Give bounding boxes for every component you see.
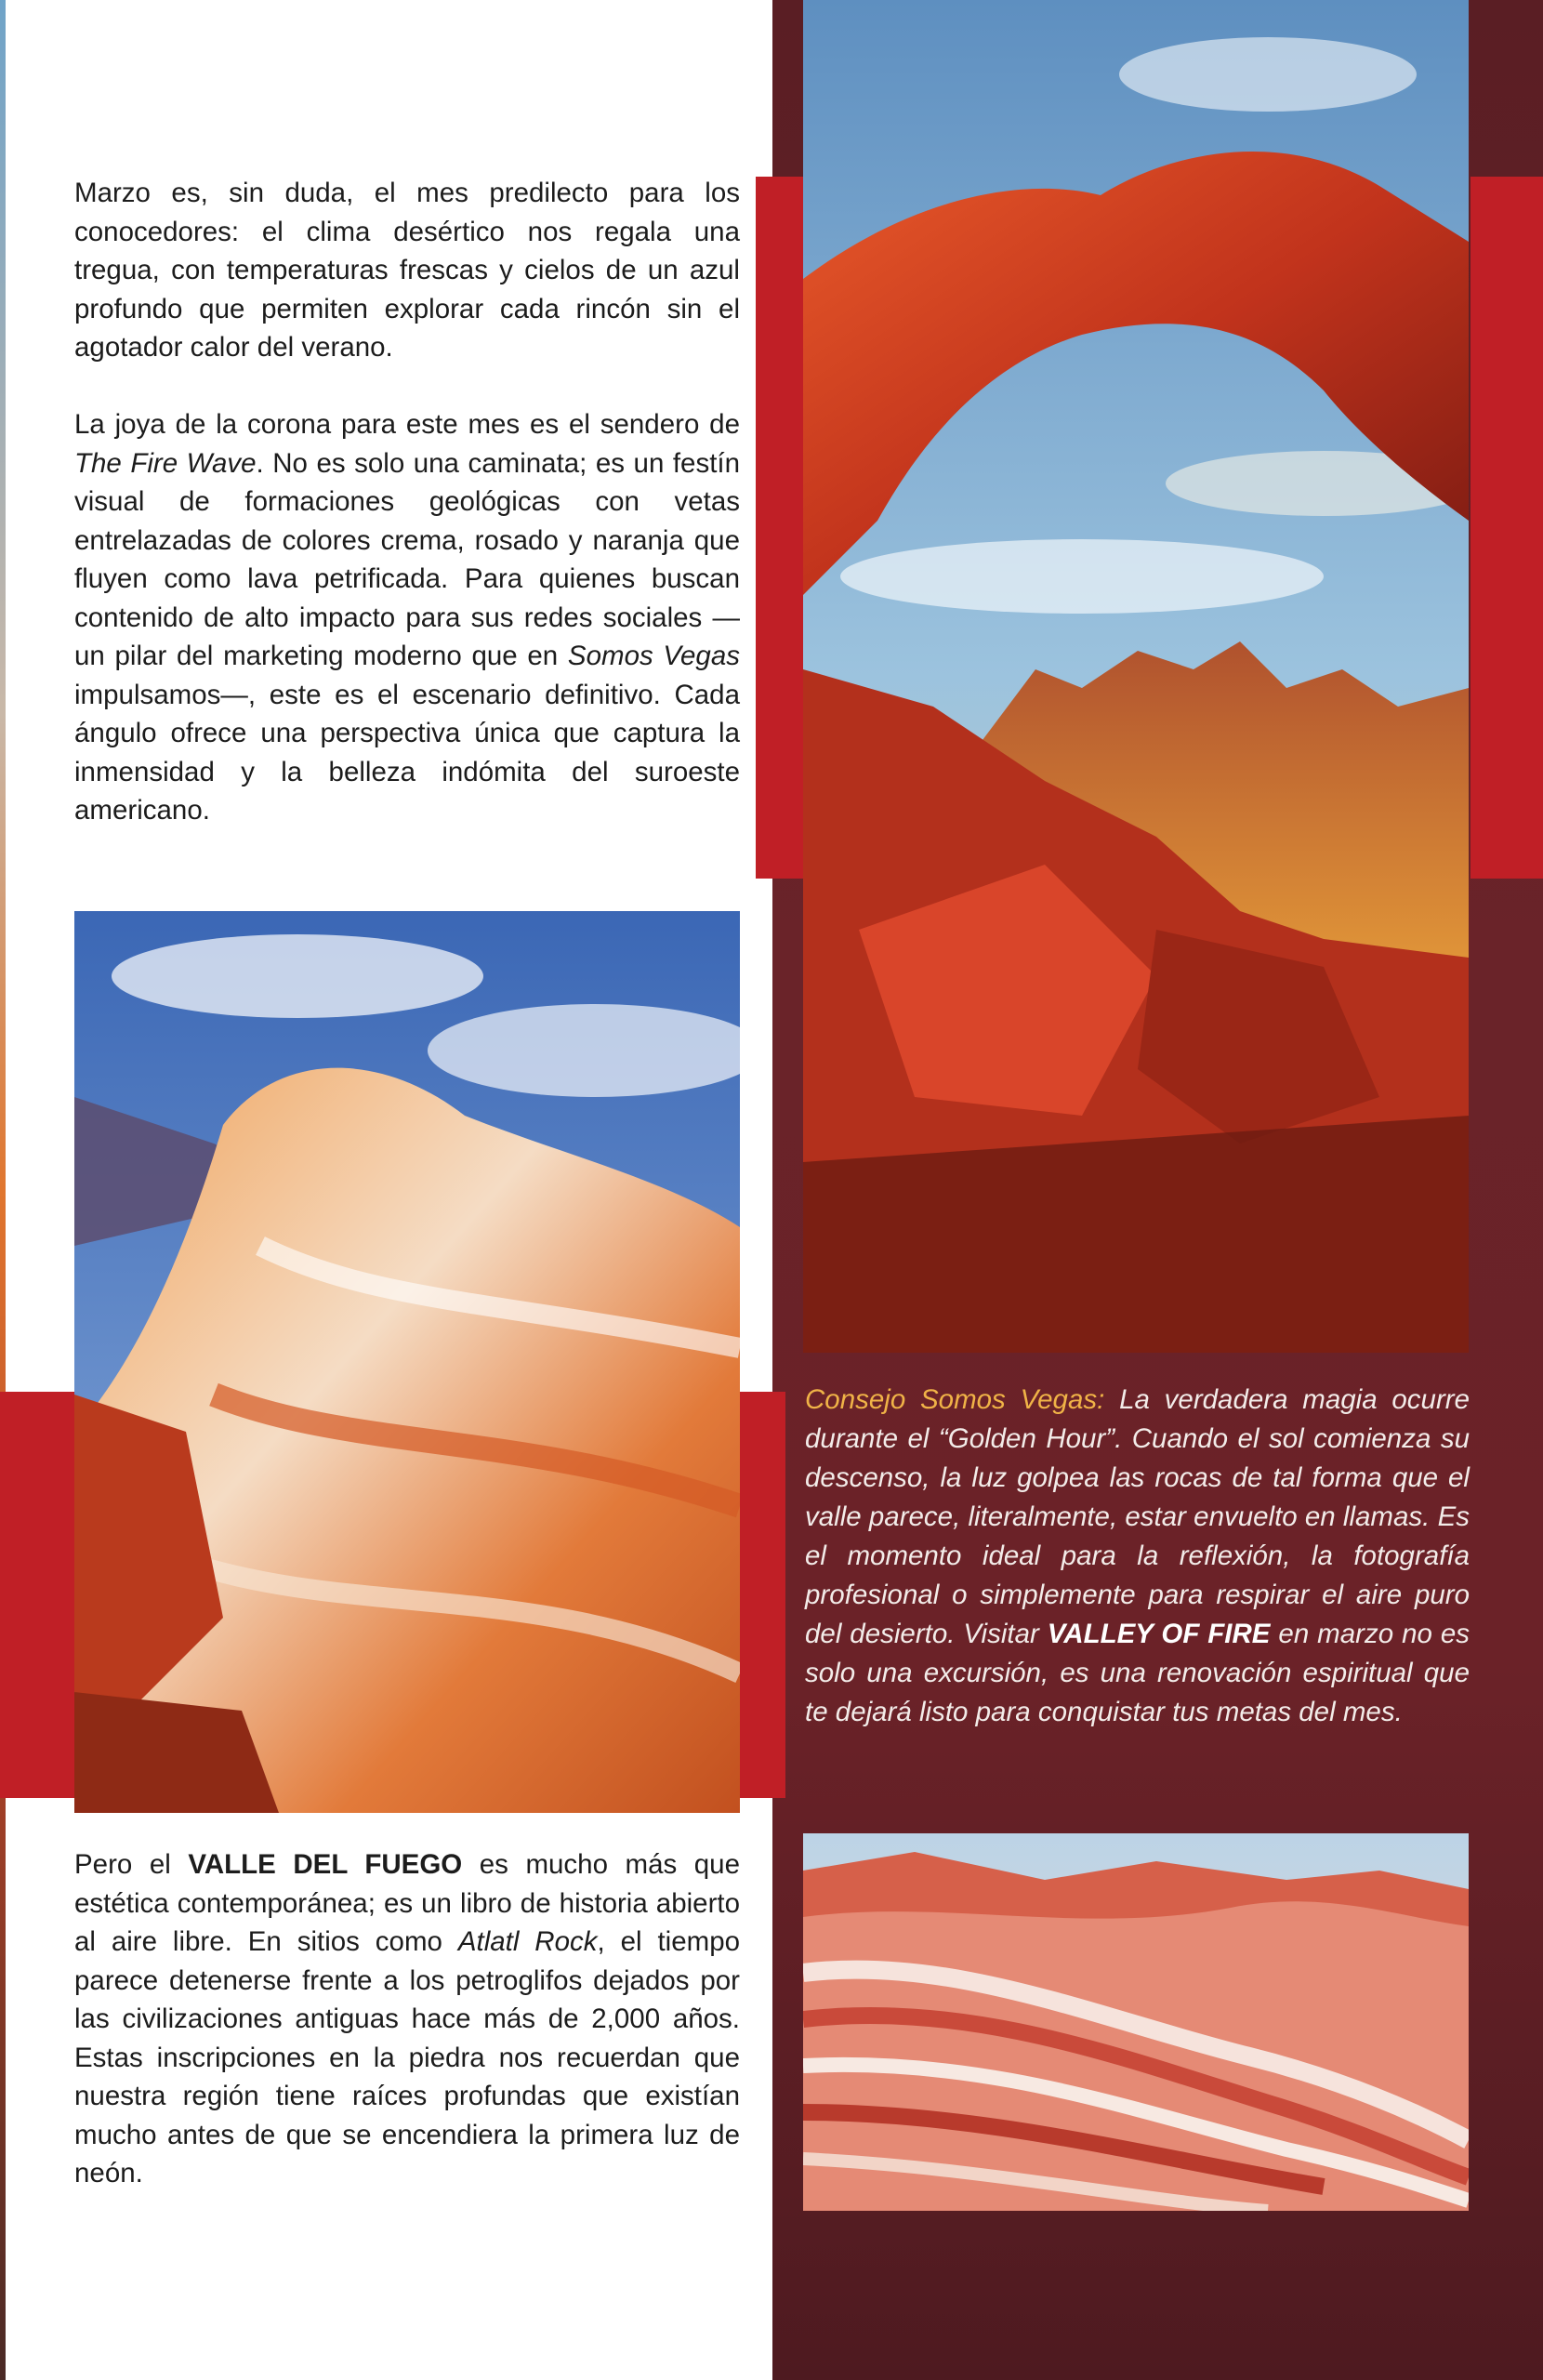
history-text-3: , el tiempo parece detenerse frente a los petroglifos dejados por las civilizaciones antiguas hace más de 2,000 años. Estas inscripciones en la piedra nos recuerdan que nuestra región tiene raíces profundas que existían mucho antes de que se encendiera la primera luz de neón. [74,1926,741,2188]
history-text-1: Pero el [74,1849,189,1880]
tip-text-2: en marzo no es solo una excursión, es una renovación espiritual que te dejará listo para conquistar tus metas del mes. [805,1619,1470,1727]
somos-vegas-tip [805,1381,1470,1732]
red-accent-bar-top-right [1470,177,1543,879]
valle-del-fuego-name: VALLE DEL FUEGO [188,1849,463,1880]
tip-lead: Consejo Somos Vegas: [805,1384,1105,1415]
fire-wave-trail-name: The Fire Wave [74,447,257,479]
brand-name: Somos Vegas [567,641,740,671]
red-accent-bar-top-left [756,177,807,879]
fire-wave-text-2: . No es solo una caminata; es un festín visual de formaciones geológicas con vetas entrelazadas de colores crema, rosado y naranja que fluyen como lava petrificada. Para quienes buscan contenido de alto impacto para sus redes sociales —un pilar del marketing moderno que en [74,447,741,671]
article-text-bottom [74,1845,740,2193]
photo-fire-wave [74,911,740,1813]
photo-rock-arch [803,0,1469,1353]
tip-text-1: La verdadera magia ocurre durante el “Golden Hour”. Cuando el sol comienza su descenso, la luz golpea las rocas de tal forma que el valle parece, literalmente, estar envuelto en llamas. Es el momento ideal para la reflexión, la fotografía profesional o simplemente para respirar el aire puro del desierto. Visitar [805,1384,1470,1649]
left-edge-photo-strip [0,0,6,2380]
photo-striped-wave [803,1833,1469,2211]
fire-wave-text-3: impulsamos—, este es el escenario definitivo. Cada ángulo ofrece una perspectiva única que captura la inmensidad y la belleza indómita del suroeste americano. [74,679,740,826]
red-accent-bar-bottom-left [0,1392,74,1798]
history-paragraph [74,1845,740,2193]
history-text-2: es mucho más que estética contemporánea; es un libro de historia abierto al aire libre. En sitios como [74,1849,740,1957]
article-text-top [74,174,740,830]
red-accent-bar-bottom-mid [739,1392,785,1798]
fire-wave-paragraph [74,405,740,830]
fire-wave-text-1: La joya de la corona para este mes es el sendero de [74,409,740,440]
tip-highlight: VALLEY OF FIRE [1047,1619,1271,1649]
intro-paragraph: Marzo es, sin duda, el mes predilecto para los conocedores: el clima desértico nos regala una tregua, con temperaturas frescas y cielos de un azul profundo que permiten explorar cada rincón sin el agotador calor del verano. [74,178,740,363]
atlatl-rock-name: Atlatl Rock [457,1926,598,1957]
